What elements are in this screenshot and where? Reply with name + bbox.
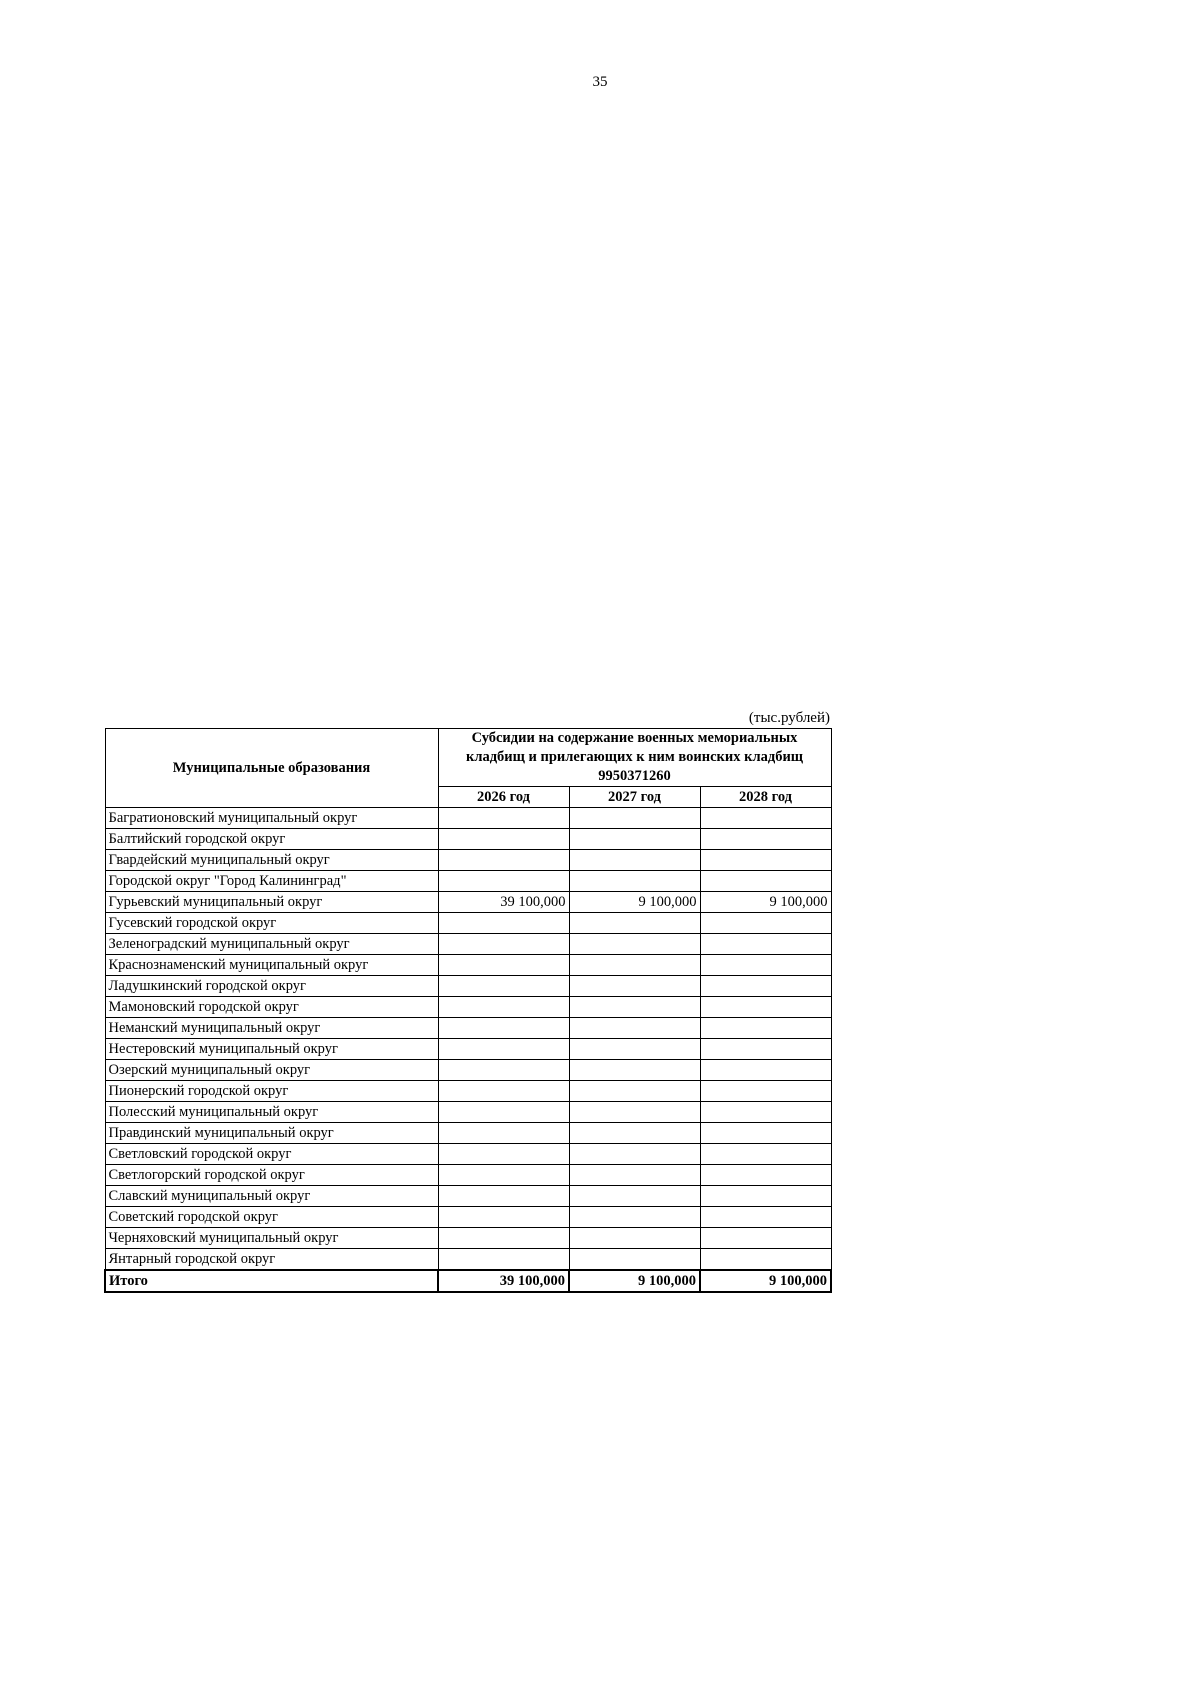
table-row xyxy=(105,1123,831,1144)
table-row xyxy=(105,1060,831,1081)
value-2027 xyxy=(569,913,700,934)
municipality-name: Черняховский муниципальный округ xyxy=(105,1228,438,1249)
header-year-2028: 2028 год xyxy=(700,787,831,808)
value-2026 xyxy=(438,871,569,892)
value-2028 xyxy=(700,850,831,871)
value-2026: 39 100,000 xyxy=(438,892,569,913)
value-2027 xyxy=(569,1039,700,1060)
subsidy-table xyxy=(104,728,832,1293)
value-2027 xyxy=(569,1102,700,1123)
municipality-name: Краснознаменский муниципальный округ xyxy=(105,955,438,976)
total-2027: 9 100,000 xyxy=(569,1270,700,1292)
value-2026 xyxy=(438,850,569,871)
value-2026 xyxy=(438,1228,569,1249)
table-row xyxy=(105,1249,831,1271)
table-row xyxy=(105,934,831,955)
value-2027 xyxy=(569,1018,700,1039)
table-row xyxy=(105,1186,831,1207)
municipality-name: Городской округ "Город Калининград" xyxy=(105,871,438,892)
municipality-name: Гвардейский муниципальный округ xyxy=(105,850,438,871)
value-2026 xyxy=(438,1060,569,1081)
header-year-2027: 2027 год xyxy=(569,787,700,808)
value-2027 xyxy=(569,976,700,997)
municipality-name: Советский городской округ xyxy=(105,1207,438,1228)
total-2026: 39 100,000 xyxy=(438,1270,569,1292)
value-2028 xyxy=(700,1018,831,1039)
municipality-name: Славский муниципальный округ xyxy=(105,1186,438,1207)
table-row xyxy=(105,1144,831,1165)
value-2028 xyxy=(700,934,831,955)
value-2027 xyxy=(569,1186,700,1207)
value-2026 xyxy=(438,934,569,955)
value-2026 xyxy=(438,1018,569,1039)
value-2028 xyxy=(700,913,831,934)
value-2028 xyxy=(700,1123,831,1144)
municipality-name: Озерский муниципальный округ xyxy=(105,1060,438,1081)
value-2027: 9 100,000 xyxy=(569,892,700,913)
table-row xyxy=(105,1228,831,1249)
value-2027 xyxy=(569,1207,700,1228)
total-row xyxy=(105,1270,831,1292)
municipality-name: Светлогорский городской округ xyxy=(105,1165,438,1186)
municipality-name: Балтийский городской округ xyxy=(105,829,438,850)
value-2026 xyxy=(438,955,569,976)
header-year-2026: 2026 год xyxy=(438,787,569,808)
table-row xyxy=(105,829,831,850)
municipality-name: Светловский городской округ xyxy=(105,1144,438,1165)
table-row xyxy=(105,976,831,997)
table-row xyxy=(105,1102,831,1123)
municipality-name: Янтарный городской округ xyxy=(105,1249,438,1271)
header-row xyxy=(105,729,831,787)
value-2026 xyxy=(438,808,569,829)
value-2027 xyxy=(569,1249,700,1271)
municipality-name: Ладушкинский городской округ xyxy=(105,976,438,997)
value-2026 xyxy=(438,829,569,850)
value-2027 xyxy=(569,1144,700,1165)
value-2026 xyxy=(438,1081,569,1102)
units-label: (тыс.рублей) xyxy=(748,710,830,726)
value-2028 xyxy=(700,1039,831,1060)
header-group-code: 9950371260 xyxy=(598,768,671,784)
total-2028: 9 100,000 xyxy=(700,1270,831,1292)
municipality-name: Пионерский городской округ xyxy=(105,1081,438,1102)
value-2027 xyxy=(569,1228,700,1249)
value-2026 xyxy=(438,1186,569,1207)
value-2028 xyxy=(700,1081,831,1102)
value-2028 xyxy=(700,871,831,892)
value-2026 xyxy=(438,1165,569,1186)
header-group-line1: Субсидии на содержание военных мемориальных xyxy=(471,730,798,746)
municipality-name: Неманский муниципальный округ xyxy=(105,1018,438,1039)
header-subsidy-group xyxy=(438,729,831,787)
value-2028 xyxy=(700,1060,831,1081)
value-2028 xyxy=(700,1249,831,1271)
value-2026 xyxy=(438,1207,569,1228)
value-2028 xyxy=(700,1102,831,1123)
value-2028 xyxy=(700,1207,831,1228)
municipality-name: Зеленоградский муниципальный округ xyxy=(105,934,438,955)
municipality-name: Гусевский городской округ xyxy=(105,913,438,934)
value-2026 xyxy=(438,1144,569,1165)
table-row xyxy=(105,1081,831,1102)
table-row xyxy=(105,892,831,913)
value-2027 xyxy=(569,1165,700,1186)
municipality-name: Мамоновский городской округ xyxy=(105,997,438,1018)
value-2027 xyxy=(569,997,700,1018)
municipality-name: Правдинский муниципальный округ xyxy=(105,1123,438,1144)
municipality-name: Гурьевский муниципальный округ xyxy=(105,892,438,913)
header-group-line2: кладбищ и прилегающих к ним воинских кладбищ xyxy=(465,749,804,765)
value-2028 xyxy=(700,829,831,850)
value-2026 xyxy=(438,976,569,997)
value-2026 xyxy=(438,1249,569,1271)
table-row xyxy=(105,871,831,892)
total-label: Итого xyxy=(105,1270,438,1292)
value-2027 xyxy=(569,1123,700,1144)
value-2028 xyxy=(700,1144,831,1165)
table-row xyxy=(105,1018,831,1039)
value-2027 xyxy=(569,1060,700,1081)
value-2027 xyxy=(569,871,700,892)
table-row xyxy=(105,1165,831,1186)
value-2026 xyxy=(438,913,569,934)
value-2028 xyxy=(700,1165,831,1186)
value-2028: 9 100,000 xyxy=(700,892,831,913)
table-row xyxy=(105,913,831,934)
table-row xyxy=(105,808,831,829)
value-2027 xyxy=(569,934,700,955)
value-2028 xyxy=(700,955,831,976)
value-2028 xyxy=(700,1228,831,1249)
header-municipalities: Муниципальные образования xyxy=(105,729,438,808)
value-2027 xyxy=(569,808,700,829)
value-2027 xyxy=(569,1081,700,1102)
municipality-name: Полесский муниципальный округ xyxy=(105,1102,438,1123)
value-2028 xyxy=(700,808,831,829)
municipality-name: Нестеровский муниципальный округ xyxy=(105,1039,438,1060)
table-body xyxy=(105,808,831,1271)
table-row xyxy=(105,850,831,871)
municipality-name: Багратионовский муниципальный округ xyxy=(105,808,438,829)
value-2026 xyxy=(438,1102,569,1123)
table-row xyxy=(105,1039,831,1060)
page-number: 35 xyxy=(592,74,608,90)
value-2027 xyxy=(569,955,700,976)
table-row xyxy=(105,955,831,976)
value-2026 xyxy=(438,1039,569,1060)
value-2026 xyxy=(438,997,569,1018)
value-2026 xyxy=(438,1123,569,1144)
value-2027 xyxy=(569,850,700,871)
table-row xyxy=(105,997,831,1018)
table-row xyxy=(105,1207,831,1228)
value-2027 xyxy=(569,829,700,850)
value-2028 xyxy=(700,976,831,997)
value-2028 xyxy=(700,1186,831,1207)
value-2028 xyxy=(700,997,831,1018)
